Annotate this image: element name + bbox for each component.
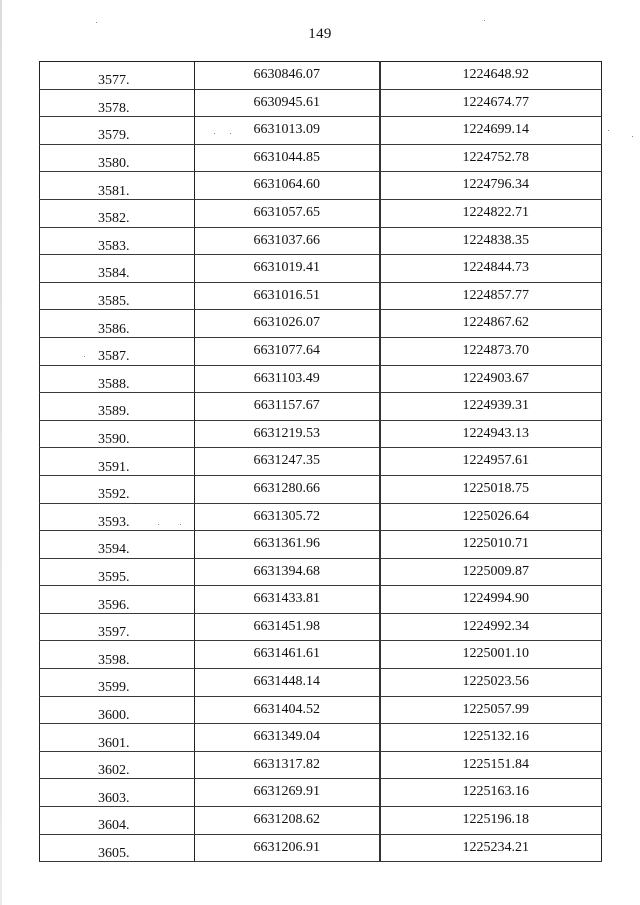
point-number-cell: 3587. — [40, 337, 195, 365]
y-coordinate-cell: 1225018.75 — [380, 475, 602, 503]
x-coordinate-cell: 6631077.64 — [195, 337, 380, 365]
x-coordinate-cell: 6631448.14 — [195, 669, 380, 697]
point-number-cell: 3579. — [40, 117, 195, 145]
x-coordinate-cell: 6631433.81 — [195, 586, 380, 614]
x-coordinate-cell: 6631247.35 — [195, 448, 380, 476]
table-row — [40, 255, 602, 283]
scan-speck — [214, 133, 215, 134]
scan-speck — [230, 133, 231, 134]
point-number-cell: 3577. — [40, 62, 195, 90]
point-number-cell: 3583. — [40, 227, 195, 255]
scan-speck — [158, 524, 159, 525]
scan-speck — [608, 130, 609, 131]
x-coordinate-cell: 6631044.85 — [195, 144, 380, 172]
scan-speck — [96, 22, 97, 23]
point-number-cell: 3586. — [40, 310, 195, 338]
point-number-cell: 3598. — [40, 641, 195, 669]
scan-speck — [484, 20, 485, 21]
x-coordinate-cell: 6631157.67 — [195, 393, 380, 421]
table-row — [40, 310, 602, 338]
table-body — [40, 62, 602, 862]
y-coordinate-cell: 1224994.90 — [380, 586, 602, 614]
point-number-cell: 3581. — [40, 172, 195, 200]
x-coordinate-cell: 6630945.61 — [195, 89, 380, 117]
table-row — [40, 448, 602, 476]
x-coordinate-cell: 6631317.82 — [195, 751, 380, 779]
point-number-cell: 3588. — [40, 365, 195, 393]
y-coordinate-cell: 1225132.16 — [380, 724, 602, 752]
x-coordinate-cell: 6631026.07 — [195, 310, 380, 338]
point-number-cell: 3584. — [40, 255, 195, 283]
point-number-cell: 3596. — [40, 586, 195, 614]
x-coordinate-cell: 6631206.91 — [195, 834, 380, 862]
y-coordinate-cell: 1225023.56 — [380, 669, 602, 697]
point-number-cell: 3580. — [40, 144, 195, 172]
x-coordinate-cell: 6631103.49 — [195, 365, 380, 393]
y-coordinate-cell: 1224844.73 — [380, 255, 602, 283]
y-coordinate-cell: 1224699.14 — [380, 117, 602, 145]
x-coordinate-cell: 6631019.41 — [195, 255, 380, 283]
y-coordinate-cell: 1225163.16 — [380, 779, 602, 807]
table-row — [40, 117, 602, 145]
scan-speck — [84, 356, 85, 357]
point-number-cell: 3597. — [40, 613, 195, 641]
x-coordinate-cell: 6631404.52 — [195, 696, 380, 724]
point-number-cell: 3585. — [40, 282, 195, 310]
point-number-cell: 3589. — [40, 393, 195, 421]
table-row — [40, 531, 602, 559]
coordinates-table-container — [39, 61, 601, 862]
table-row — [40, 696, 602, 724]
table-row — [40, 641, 602, 669]
table-row — [40, 62, 602, 90]
y-coordinate-cell: 1224796.34 — [380, 172, 602, 200]
table-row — [40, 144, 602, 172]
x-coordinate-cell: 6631013.09 — [195, 117, 380, 145]
point-number-cell: 3595. — [40, 558, 195, 586]
x-coordinate-cell: 6631269.91 — [195, 779, 380, 807]
point-number-cell: 3590. — [40, 420, 195, 448]
table-row — [40, 227, 602, 255]
x-coordinate-cell: 6631280.66 — [195, 475, 380, 503]
y-coordinate-cell: 1224943.13 — [380, 420, 602, 448]
y-coordinate-cell: 1225234.21 — [380, 834, 602, 862]
point-number-cell: 3593. — [40, 503, 195, 531]
table-row — [40, 393, 602, 421]
point-number-cell: 3601. — [40, 724, 195, 752]
point-number-cell: 3591. — [40, 448, 195, 476]
table-row — [40, 365, 602, 393]
point-number-cell: 3594. — [40, 531, 195, 559]
y-coordinate-cell: 1224752.78 — [380, 144, 602, 172]
x-coordinate-cell: 6631037.66 — [195, 227, 380, 255]
y-coordinate-cell: 1224903.67 — [380, 365, 602, 393]
table-row — [40, 586, 602, 614]
table-row — [40, 751, 602, 779]
x-coordinate-cell: 6631461.61 — [195, 641, 380, 669]
table-row — [40, 282, 602, 310]
y-coordinate-cell: 1224992.34 — [380, 613, 602, 641]
table-row — [40, 199, 602, 227]
coordinates-table — [39, 61, 602, 862]
x-coordinate-cell: 6631394.68 — [195, 558, 380, 586]
point-number-cell: 3605. — [40, 834, 195, 862]
y-coordinate-cell: 1224939.31 — [380, 393, 602, 421]
table-row — [40, 475, 602, 503]
y-coordinate-cell: 1224838.35 — [380, 227, 602, 255]
table-row — [40, 420, 602, 448]
point-number-cell: 3602. — [40, 751, 195, 779]
y-coordinate-cell: 1224867.62 — [380, 310, 602, 338]
point-number-cell: 3599. — [40, 669, 195, 697]
y-coordinate-cell: 1224873.70 — [380, 337, 602, 365]
table-row — [40, 172, 602, 200]
table-row — [40, 89, 602, 117]
y-coordinate-cell: 1224674.77 — [380, 89, 602, 117]
x-coordinate-cell: 6631064.60 — [195, 172, 380, 200]
y-coordinate-cell: 1225010.71 — [380, 531, 602, 559]
point-number-cell: 3592. — [40, 475, 195, 503]
scan-speck — [632, 136, 633, 137]
y-coordinate-cell: 1225151.84 — [380, 751, 602, 779]
table-row — [40, 613, 602, 641]
scan-speck — [180, 524, 181, 525]
point-number-cell: 3604. — [40, 807, 195, 835]
point-number-cell: 3578. — [40, 89, 195, 117]
x-coordinate-cell: 6631305.72 — [195, 503, 380, 531]
y-coordinate-cell: 1225057.99 — [380, 696, 602, 724]
table-row — [40, 779, 602, 807]
point-number-cell: 3582. — [40, 199, 195, 227]
x-coordinate-cell: 6631219.53 — [195, 420, 380, 448]
table-row — [40, 503, 602, 531]
x-coordinate-cell: 6631016.51 — [195, 282, 380, 310]
page-number: 149 — [308, 26, 332, 42]
x-coordinate-cell: 6631057.65 — [195, 199, 380, 227]
y-coordinate-cell: 1225009.87 — [380, 558, 602, 586]
x-coordinate-cell: 6631208.62 — [195, 807, 380, 835]
table-row — [40, 724, 602, 752]
table-row — [40, 834, 602, 862]
table-row — [40, 558, 602, 586]
x-coordinate-cell: 6631451.98 — [195, 613, 380, 641]
y-coordinate-cell: 1224857.77 — [380, 282, 602, 310]
table-row — [40, 669, 602, 697]
y-coordinate-cell: 1224822.71 — [380, 199, 602, 227]
point-number-cell: 3600. — [40, 696, 195, 724]
x-coordinate-cell: 6631349.04 — [195, 724, 380, 752]
scan-edge — [0, 0, 2, 905]
y-coordinate-cell: 1224957.61 — [380, 448, 602, 476]
table-row — [40, 807, 602, 835]
y-coordinate-cell: 1225026.64 — [380, 503, 602, 531]
point-number-cell: 3603. — [40, 779, 195, 807]
x-coordinate-cell: 6631361.96 — [195, 531, 380, 559]
table-row — [40, 337, 602, 365]
x-coordinate-cell: 6630846.07 — [195, 62, 380, 90]
y-coordinate-cell: 1225196.18 — [380, 807, 602, 835]
y-coordinate-cell: 1224648.92 — [380, 62, 602, 90]
y-coordinate-cell: 1225001.10 — [380, 641, 602, 669]
